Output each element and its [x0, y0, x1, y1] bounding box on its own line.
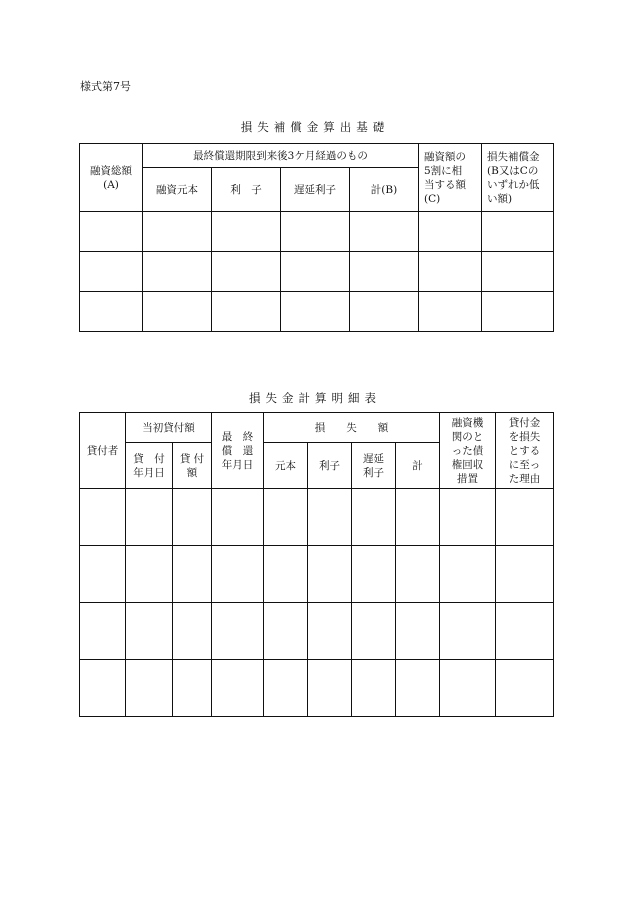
header-loan-amount: 貸 付 額: [173, 443, 212, 489]
header-loss-reason: 貸付金 を損失 とする に至っ た理由: [496, 413, 554, 489]
table-cell[interactable]: [281, 252, 350, 292]
header-recovery-measures: 融資機 関のと った債 権回収 措置: [440, 413, 496, 489]
table-cell[interactable]: [80, 603, 126, 660]
table-cell[interactable]: [396, 546, 440, 603]
header-interest: 利子: [308, 443, 352, 489]
header-compensation-amount: 損失補償金 (B又はCの いずれか低 い額): [482, 144, 554, 212]
table-cell[interactable]: [173, 489, 212, 546]
table-cell[interactable]: [264, 660, 308, 717]
table-cell[interactable]: [143, 292, 212, 332]
table1-title: 損失補償金算出基礎: [240, 120, 390, 134]
table-cell[interactable]: [419, 212, 482, 252]
table-cell[interactable]: [496, 660, 554, 717]
header-total-b: 計(B): [350, 168, 419, 212]
table-cell[interactable]: [143, 252, 212, 292]
table-cell[interactable]: [352, 489, 396, 546]
table-cell[interactable]: [212, 252, 281, 292]
table-row: [80, 212, 554, 252]
table-cell[interactable]: [80, 212, 143, 252]
table-cell[interactable]: [281, 212, 350, 252]
table-cell[interactable]: [419, 252, 482, 292]
table-cell[interactable]: [496, 489, 554, 546]
table-cell[interactable]: [440, 660, 496, 717]
table-cell[interactable]: [212, 489, 264, 546]
table-cell[interactable]: [80, 660, 126, 717]
table-cell[interactable]: [212, 212, 281, 252]
table-cell[interactable]: [352, 603, 396, 660]
table-cell[interactable]: [212, 603, 264, 660]
table-cell[interactable]: [396, 660, 440, 717]
table-cell[interactable]: [308, 603, 352, 660]
table-cell[interactable]: [308, 660, 352, 717]
table-row: [80, 546, 554, 603]
table-cell[interactable]: [80, 292, 143, 332]
table-cell[interactable]: [419, 292, 482, 332]
table-cell[interactable]: [173, 603, 212, 660]
table-cell[interactable]: [350, 212, 419, 252]
header-late-interest: 遅延 利子: [352, 443, 396, 489]
table-cell[interactable]: [173, 660, 212, 717]
table-cell[interactable]: [440, 489, 496, 546]
table-row: [80, 489, 554, 546]
table-cell[interactable]: [264, 489, 308, 546]
table2-title: 損失金計算明細表: [249, 391, 381, 405]
table-cell[interactable]: [352, 546, 396, 603]
form-number: 様式第7号: [80, 80, 131, 93]
table-cell[interactable]: [308, 546, 352, 603]
table-cell[interactable]: [126, 489, 173, 546]
table-cell[interactable]: [496, 546, 554, 603]
table-cell[interactable]: [440, 546, 496, 603]
header-loss-amount-group: 損 失 額: [264, 413, 440, 443]
table-cell[interactable]: [482, 212, 554, 252]
table-cell[interactable]: [126, 546, 173, 603]
header-initial-loan-group: 当初貸付額: [126, 413, 212, 443]
header-loan-date: 貸 付 年月日: [126, 443, 173, 489]
table-cell[interactable]: [212, 660, 264, 717]
header-principal: 融資元本: [143, 168, 212, 212]
table-row: [80, 603, 554, 660]
table-cell[interactable]: [352, 660, 396, 717]
table-cell[interactable]: [264, 546, 308, 603]
table-cell[interactable]: [126, 660, 173, 717]
table-cell[interactable]: [350, 292, 419, 332]
table-cell[interactable]: [350, 252, 419, 292]
table-cell[interactable]: [396, 603, 440, 660]
header-late-interest: 遅延利子: [281, 168, 350, 212]
table-cell[interactable]: [80, 546, 126, 603]
header-half-loan-amount: 融資額の 5割に相 当する額 (C): [419, 144, 482, 212]
loss-compensation-basis-table: [79, 143, 554, 332]
table-cell[interactable]: [212, 546, 264, 603]
table-row: [80, 252, 554, 292]
table-cell[interactable]: [308, 489, 352, 546]
header-principal: 元本: [264, 443, 308, 489]
table-row: [80, 292, 554, 332]
header-loan-total: 融資総額 (A): [80, 144, 143, 212]
header-interest: 利 子: [212, 168, 281, 212]
table-cell[interactable]: [496, 603, 554, 660]
table-cell[interactable]: [482, 252, 554, 292]
loss-calculation-detail-table: [79, 412, 554, 717]
header-total: 計: [396, 443, 440, 489]
table-cell[interactable]: [212, 292, 281, 332]
table-cell[interactable]: [80, 252, 143, 292]
table-row: [80, 660, 554, 717]
table-cell[interactable]: [396, 489, 440, 546]
table-cell[interactable]: [281, 292, 350, 332]
table-cell[interactable]: [143, 212, 212, 252]
header-lender: 貸付者: [80, 413, 126, 489]
table-cell[interactable]: [173, 546, 212, 603]
table-cell[interactable]: [80, 489, 126, 546]
table-cell[interactable]: [482, 292, 554, 332]
header-overdue-group: 最終償還期限到来後3ケ月経過のもの: [143, 144, 419, 168]
header-final-repayment-date: 最 終 償 還 年月日: [212, 413, 264, 489]
table-cell[interactable]: [440, 603, 496, 660]
table-cell[interactable]: [126, 603, 173, 660]
table-cell[interactable]: [264, 603, 308, 660]
